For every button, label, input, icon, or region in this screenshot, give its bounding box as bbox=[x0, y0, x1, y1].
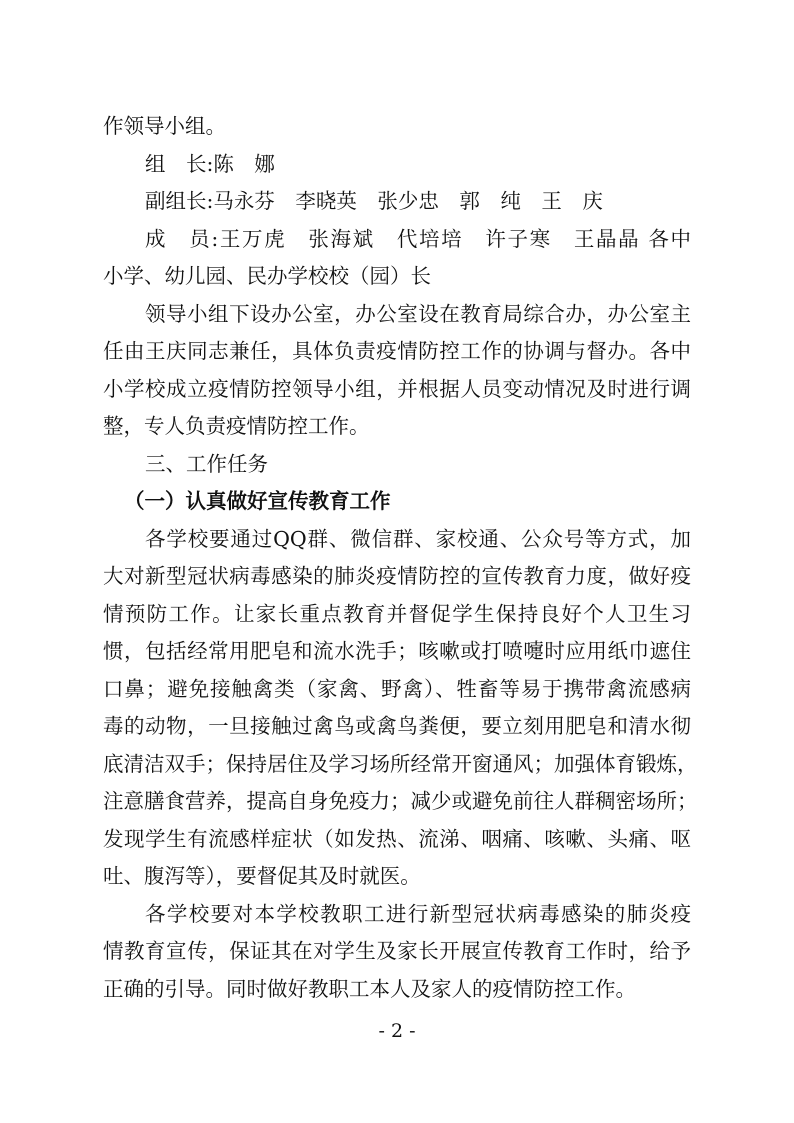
paragraph-line: 注意膳食营养，提高自身免疫力；减少或避免前往人群稠密场所； bbox=[103, 789, 698, 813]
paragraph-line: 整，专人负责疫情防控工作。 bbox=[103, 414, 370, 438]
paragraph-line: 情教育宣传，保证其在对学生及家长开展宣传教育工作时，给予 bbox=[103, 939, 691, 963]
members-line: 成 员:王万虎 张海斌 代培培 许子寒 王晶晶 各中 bbox=[145, 226, 691, 251]
paragraph-line: 正确的引导。同时做好教职工本人及家人的疫情防控工作。 bbox=[103, 976, 636, 1001]
paragraph-line: 大对新型冠状病毒感染的肺炎疫情防控的宣传教育力度，做好疫 bbox=[103, 564, 691, 588]
leader-line: 组 长:陈 娜 bbox=[145, 151, 275, 176]
paragraph-line: 毒的动物，一旦接触过禽鸟或禽鸟粪便，要立刻用肥皂和清水彻 bbox=[103, 714, 691, 738]
page-number: - 2 - bbox=[378, 1020, 416, 1042]
paragraph-line: 情预防工作。让家长重点教育并督促学生保持良好个人卫生习 bbox=[103, 601, 691, 626]
subsection-heading: （一）认真做好宣传教育工作 bbox=[124, 489, 391, 513]
section-heading: 三、工作任务 bbox=[145, 451, 268, 476]
paragraph-line: 领导小组下设办公室，办公室设在教育局综合办，办公室主 bbox=[145, 301, 691, 326]
paragraph-line: 口鼻；避免接触禽类（家禽、野禽）、牲畜等易于携带禽流感病 bbox=[103, 676, 691, 701]
paragraph-line: 吐、腹泻等），要督促其及时就医。 bbox=[103, 864, 421, 888]
document-body bbox=[103, 108, 698, 1008]
paragraph-line: 任由王庆同志兼任，具体负责疫情防控工作的协调与督办。各中 bbox=[103, 339, 691, 363]
paragraph-line: 底清洁双手；保持居住及学习场所经常开窗通风；加强体育锻炼， bbox=[103, 751, 698, 776]
deputy-leader-line: 副组长:马永芬 李晓英 张少忠 郭 纯 王 庆 bbox=[145, 189, 603, 213]
text-line: 作领导小组。 bbox=[103, 114, 226, 138]
paragraph-line: 惯，包括经常用肥皂和流水洗手；咳嗽或打喷嚏时应用纸巾遮住 bbox=[103, 639, 691, 663]
paragraph-line: 小学校成立疫情防控领导小组，并根据人员变动情况及时进行调 bbox=[103, 376, 691, 401]
members-line-continued: 小学、幼儿园、民办学校校（园）长 bbox=[103, 264, 431, 288]
paragraph-line: 各学校要通过QQ群、微信群、家校通、公众号等方式，加 bbox=[145, 526, 691, 551]
paragraph-line: 各学校要对本学校教职工进行新型冠状病毒感染的肺炎疫 bbox=[145, 901, 691, 926]
paragraph-line: 发现学生有流感样症状（如发热、流涕、咽痛、咳嗽、头痛、呕 bbox=[103, 826, 691, 851]
